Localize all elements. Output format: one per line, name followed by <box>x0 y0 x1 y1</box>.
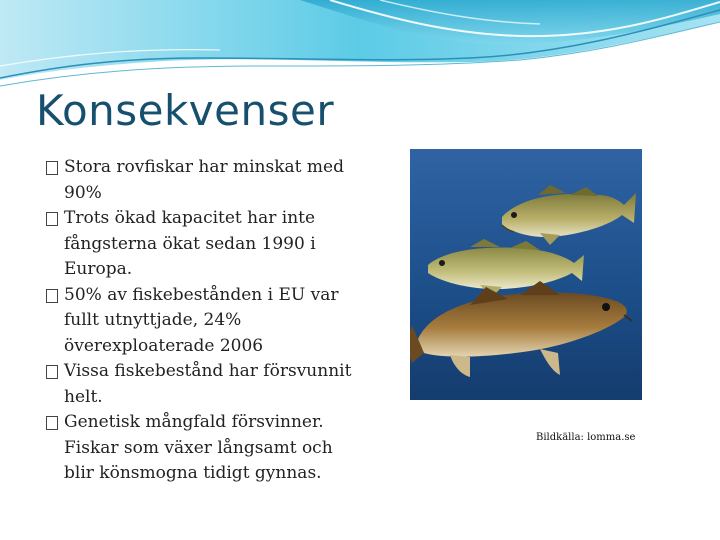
bullet-box-icon <box>46 161 58 175</box>
cod-fish-photo <box>410 149 642 400</box>
bullet-item <box>46 283 366 360</box>
bullet-item <box>46 155 366 206</box>
bullet-text: Vissa fiskebestånd har försvunnit helt. <box>64 361 352 407</box>
bullet-item <box>46 359 366 410</box>
slide-title: Konsekvenser <box>36 86 335 135</box>
bullet-item <box>46 410 366 487</box>
bullet-box-icon <box>46 212 58 226</box>
image-caption: Bildkälla: lomma.se <box>536 432 636 443</box>
bullet-text: Genetisk mångfald försvinner. Fiskar som växer långsamt och blir könsmogna tidigt gynnas. <box>64 412 333 483</box>
header-wave-decoration <box>0 0 720 90</box>
bullet-box-icon <box>46 416 58 430</box>
bullet-box-icon <box>46 289 58 303</box>
bullet-text: Trots ökad kapacitet har inte fångsterna ökat sedan 1990 i Europa. <box>64 208 316 279</box>
bullet-text: Stora rovfiskar har minskat med 90% <box>64 157 344 203</box>
bullet-text: 50% av fiskebestånden i EU var fullt utnyttjade, 24% överexploaterade 2006 <box>64 284 339 356</box>
bullet-list <box>46 155 366 487</box>
bullet-item <box>46 206 366 283</box>
bullet-box-icon <box>46 365 58 379</box>
